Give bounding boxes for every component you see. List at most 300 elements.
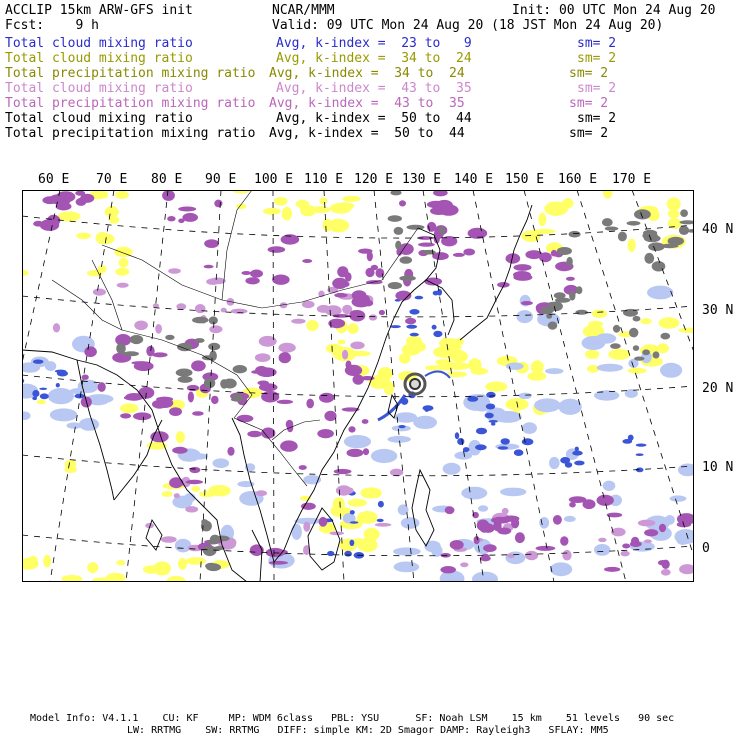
cloud-cell-mid <box>447 362 470 369</box>
cloud-cell-mid <box>311 206 330 213</box>
cloud-cell-top <box>644 253 654 264</box>
cloud-cell-low <box>522 438 534 445</box>
cloud-cell-upper <box>302 259 312 263</box>
cloud-cell-low <box>636 444 647 447</box>
cloud-cell-mid <box>659 317 680 328</box>
cloud-cell-top <box>634 357 644 361</box>
cloud-cell-mid <box>306 320 318 331</box>
cloud-cell-mid <box>668 210 680 219</box>
cloud-cell-low-faint <box>603 481 616 491</box>
cloud-cell-top <box>399 276 416 282</box>
cloud-cell-mid <box>105 206 119 218</box>
cloud-cell-low-faint <box>564 516 576 522</box>
cloud-cell-top <box>576 286 582 294</box>
cloud-cell-upper <box>169 477 183 488</box>
cloud-cell-upper <box>245 277 259 284</box>
cloud-cell-upper <box>362 300 373 306</box>
cloud-cell-upper <box>463 249 475 256</box>
cloud-cell-top <box>618 232 627 242</box>
lat-label-10n: 10 N <box>702 460 734 475</box>
cloud-cell-upper <box>268 246 286 253</box>
legend-row-6-name: Total cloud mixing ratio <box>5 111 193 126</box>
cloud-cell-upper <box>418 243 435 247</box>
cloud-cell-low-faint <box>393 547 421 555</box>
cloud-cell-upper <box>319 393 334 403</box>
legend-row-5-name: Total precipitation mixing ratio <box>5 96 256 111</box>
cloud-cell-low-faint <box>506 363 524 370</box>
cloud-cell-low-faint <box>582 336 606 350</box>
cloud-cell-mid <box>585 350 599 359</box>
cloud-cell-top <box>233 365 247 373</box>
cloud-cell-upper-faint <box>53 323 60 332</box>
cloud-cell-upper <box>348 426 355 432</box>
cloud-cell-low <box>455 432 459 439</box>
cloud-cell-upper-faint <box>598 538 606 542</box>
cloud-cell-mid <box>667 197 681 210</box>
cloud-cell-low-faint <box>344 435 371 448</box>
cloud-cell-upper <box>337 266 348 277</box>
cloud-cell-upper <box>511 518 519 529</box>
cloud-cell-upper <box>622 544 630 549</box>
cloud-cell-top <box>177 343 193 352</box>
cloud-cell-upper-faint <box>302 301 315 308</box>
cloud-cell-upper <box>82 375 89 380</box>
cloud-cell-low <box>327 551 334 556</box>
cloud-cell-low-faint <box>401 517 420 529</box>
cloud-cell-top <box>201 519 208 525</box>
lon-label-130e: 130 E <box>402 172 442 187</box>
cloud-cell-top <box>633 345 639 351</box>
cloud-cell-low-faint <box>539 517 549 529</box>
cloud-cell-top <box>176 369 193 377</box>
cloud-cell-upper-faint <box>155 324 162 334</box>
cloud-cell-mid <box>455 338 464 345</box>
cloud-cell-low-faint <box>594 544 610 556</box>
cloud-cell-upper <box>445 506 455 514</box>
cloud-cell-upper <box>658 560 668 565</box>
cloud-cell-low <box>410 333 419 337</box>
center-label: NCAR/MMM <box>272 3 335 18</box>
lon-label-170e: 170 E <box>612 172 652 187</box>
cloud-cell-mid <box>485 382 507 392</box>
cloud-cell-mid <box>119 258 129 268</box>
cloud-cell-upper <box>481 523 494 533</box>
legend-row-3-sm: sm= 2 <box>569 66 609 81</box>
cloud-cell-top <box>223 379 237 389</box>
lon-label-160e: 160 E <box>558 172 598 187</box>
cloud-cell-mid <box>115 191 129 199</box>
cloud-cell-upper <box>227 447 234 456</box>
cloud-cell-upper-faint <box>259 336 277 347</box>
cloud-cell-mid <box>627 239 635 252</box>
cloud-cell-mid <box>143 565 160 574</box>
legend-row-5-sm: sm= 2 <box>569 96 609 111</box>
cloud-cell-mid <box>176 431 185 443</box>
cloud-cell-upper <box>169 407 182 416</box>
cloud-cell-upper-faint <box>525 551 538 560</box>
cloud-cell-low-faint <box>558 399 581 415</box>
cloud-cell-low-faint <box>461 487 487 500</box>
cloud-cell-low-faint <box>597 364 623 372</box>
cloud-cell-top <box>661 333 671 340</box>
cloud-cell-mid <box>192 486 201 492</box>
cloud-cell-upper <box>120 413 131 418</box>
cloud-cell-upper <box>604 567 620 572</box>
cloud-cell-upper-faint <box>209 325 222 333</box>
cloud-cell-upper <box>247 431 262 437</box>
cloud-cell-upper-faint <box>336 485 352 495</box>
cloud-cell-low <box>636 453 644 456</box>
cloud-cell-low-faint <box>50 408 78 421</box>
cloud-cell-low-faint <box>647 286 673 300</box>
cloud-cell-upper <box>371 265 378 270</box>
cloud-cell-low <box>39 388 47 390</box>
cloud-cell-low-faint <box>291 524 302 540</box>
cloud-cell-top <box>548 322 558 330</box>
cloud-cell-top <box>439 226 445 234</box>
cloud-cell-upper <box>189 467 200 473</box>
cloud-cell-upper <box>98 382 106 392</box>
cloud-cell-top <box>208 343 220 351</box>
lon-label-110e: 110 E <box>304 172 344 187</box>
cloud-cell-low <box>390 325 401 328</box>
cloud-cell-upper <box>286 420 294 429</box>
cloud-cell-upper <box>453 253 465 257</box>
lat-label-40n: 40 N <box>702 222 734 237</box>
cloud-cell-upper <box>250 270 263 278</box>
cloud-cell-upper-faint <box>161 536 177 543</box>
cloud-cell-mid <box>399 353 411 363</box>
lon-label-100e: 100 E <box>254 172 294 187</box>
cloud-cell-mid <box>296 200 309 209</box>
cloud-cell-top <box>194 338 204 343</box>
map-panel <box>22 190 694 582</box>
cloud-cell-low <box>457 438 464 445</box>
cloud-cell-mid <box>120 403 139 413</box>
cloud-cell-upper <box>362 419 369 424</box>
cloud-cell-mid <box>471 368 488 375</box>
cloud-cell-mid <box>319 197 327 204</box>
cloud-cell-upper <box>569 496 587 503</box>
cloud-cell-upper <box>363 448 369 455</box>
cloud-cell-low <box>485 413 494 419</box>
cloud-cell-low-faint <box>516 310 533 323</box>
cloud-cell-upper <box>334 293 347 298</box>
cloud-cell-upper-faint <box>185 506 198 512</box>
cloud-cell-low-faint <box>454 451 472 459</box>
cloud-cell-upper <box>131 361 149 365</box>
cloud-cell-low <box>409 309 419 315</box>
cloud-cell-upper-faint <box>256 490 268 496</box>
cloud-cell-upper <box>566 277 575 281</box>
cloud-cell-low <box>378 501 384 508</box>
cloud-cell-upper <box>347 449 364 457</box>
legend-row-3-desc: Avg, k-index = 34 to 24 <box>269 66 465 81</box>
cloud-cell-low-faint <box>443 463 461 475</box>
cloud-cell-upper <box>379 310 385 315</box>
cloud-cell-low <box>475 444 487 450</box>
cloud-cell-upper <box>334 469 352 474</box>
cloud-cell-top <box>605 227 619 231</box>
cloud-cell-low <box>467 396 478 402</box>
cloud-cell-top <box>555 298 570 303</box>
model-info-line2: LW: RRTMG SW: RRTMG DIFF: simple KM: 2D Smagor DAMP: Rayleigh3 SFLAY: MM5 <box>127 725 609 736</box>
cloud-cell-top <box>540 307 553 315</box>
legend-row-4-sm: sm= 2 <box>577 81 617 96</box>
cloud-cell-upper <box>261 391 279 403</box>
cloud-cell-upper <box>186 480 203 484</box>
cloud-cell-upper <box>319 517 328 527</box>
cloud-cell-mid <box>533 229 555 234</box>
cloud-cell-low-faint <box>371 449 397 463</box>
cloud-cell-low <box>398 425 405 428</box>
cloud-cell-upper <box>167 216 175 221</box>
legend-row-2-sm: sm= 2 <box>577 51 617 66</box>
cloud-cell-low <box>377 519 384 522</box>
cloud-cell-upper <box>277 400 293 404</box>
cloud-cell-mid <box>65 460 77 469</box>
cloud-cell-upper <box>352 290 367 300</box>
cloud-cell-upper <box>152 352 167 357</box>
cloud-cell-upper-faint <box>390 469 403 477</box>
valid-time: Valid: 09 UTC Mon 24 Aug 20 (18 JST Mon 24 Aug 20) <box>272 18 664 33</box>
cloud-cell-upper-faint <box>562 550 571 561</box>
cloud-cell-low <box>433 331 442 337</box>
cloud-cell-top <box>679 226 689 235</box>
cloud-cell-upper <box>560 536 568 545</box>
cloud-cell-low-faint <box>545 368 563 374</box>
cloud-cell-top <box>395 241 401 250</box>
cloud-cell-low <box>33 360 44 364</box>
cloud-cell-low-faint <box>45 361 56 371</box>
cloud-cell-mid <box>162 491 173 497</box>
lon-label-120e: 120 E <box>354 172 394 187</box>
cloud-cell-upper <box>76 198 87 206</box>
cloud-cell-low-faint <box>394 562 420 573</box>
cloud-cell-upper-faint <box>661 569 671 576</box>
cloud-cell-upper-faint <box>638 520 656 527</box>
cloud-cell-upper-faint <box>134 321 148 331</box>
legend-row-1-name: Total cloud mixing ratio <box>5 36 193 51</box>
cloud-cell-upper <box>659 524 666 532</box>
cloud-cell-upper <box>172 447 187 454</box>
cloud-cell-low-faint <box>549 457 560 469</box>
cloud-cell-low <box>565 462 572 468</box>
cloud-cell-mid <box>640 318 651 324</box>
cloud-cell-low-faint <box>175 539 192 553</box>
cloud-cell-upper <box>513 274 532 281</box>
cloud-cell-mid <box>366 540 377 550</box>
cloud-cell-top <box>407 225 425 230</box>
cloud-cell-top <box>633 316 641 322</box>
cloud-cell-top <box>613 325 620 333</box>
cloud-cell-upper <box>40 219 59 231</box>
cloud-cell-mid <box>282 207 292 221</box>
cloud-cell-mid <box>109 216 119 224</box>
cloud-cell-mid <box>115 268 129 276</box>
cloud-cell-upper <box>515 532 525 543</box>
lon-label-60e: 60 E <box>38 172 70 187</box>
cloud-cell-upper <box>399 200 406 206</box>
cloud-cell-upper-faint <box>278 343 295 353</box>
cloud-cell-low-faint <box>519 393 532 399</box>
cloud-cell-low-faint <box>79 418 99 431</box>
lon-label-150e: 150 E <box>505 172 545 187</box>
cloud-cell-upper-faint <box>117 283 129 288</box>
cloud-cell-low <box>501 438 510 444</box>
cloud-cell-low-faint <box>53 392 64 401</box>
cloud-cell-mid <box>608 349 630 360</box>
cloud-cell-upper <box>269 561 289 565</box>
cloud-cell-mid <box>440 338 450 352</box>
legend-row-6-sm: sm= 2 <box>577 111 617 126</box>
cloud-cell-top <box>557 247 572 255</box>
cloud-cell-top <box>394 227 404 235</box>
legend-row-1-sm: sm= 2 <box>577 36 617 51</box>
cloud-cell-top <box>209 316 218 324</box>
cloud-cell-upper-faint <box>460 562 468 567</box>
cloud-cell-top <box>575 310 587 315</box>
cloud-cell-low-faint <box>424 541 440 553</box>
cloud-cell-upper <box>483 544 497 552</box>
legend-row-2-name: Total cloud mixing ratio <box>5 51 193 66</box>
cloud-cell-upper <box>182 213 198 222</box>
cloud-cell-low <box>437 289 442 296</box>
cloud-cell-mid <box>544 202 568 216</box>
cloud-cell-upper-faint <box>303 522 310 532</box>
cloud-cell-low <box>56 383 60 387</box>
cloud-cell-upper <box>204 265 214 269</box>
lon-label-140e: 140 E <box>454 172 494 187</box>
cloud-cell-top <box>610 343 621 349</box>
legend-row-2-desc: Avg, k-index = 34 to 24 <box>276 51 472 66</box>
cloud-cell-mid <box>116 560 125 566</box>
cloud-cell-mid <box>538 213 546 227</box>
cloud-cell-low <box>489 420 498 423</box>
cloud-cell-low <box>572 451 582 456</box>
cloud-cell-upper <box>279 352 291 363</box>
cloud-cell-upper-faint <box>644 539 652 543</box>
cloud-cell-mid <box>208 485 231 496</box>
cloud-cell-low <box>432 325 437 330</box>
cloud-cell-upper <box>405 318 416 325</box>
cloud-cell-upper <box>191 360 206 371</box>
cloud-cell-mid <box>531 360 544 374</box>
cloud-cell-upper <box>280 440 298 451</box>
cloud-cell-low-faint <box>388 436 411 443</box>
cloud-cell-top <box>210 535 220 545</box>
cloud-cell-upper-faint <box>621 551 630 557</box>
cloud-cell-upper <box>480 555 491 561</box>
cloud-cell-mid <box>342 196 360 202</box>
legend-row-7-sm: sm= 2 <box>569 126 609 141</box>
cloud-cell-top <box>388 215 402 222</box>
cloud-cell-upper <box>84 346 97 357</box>
cloud-cell-top <box>627 221 641 226</box>
cloud-cell-mid <box>592 310 608 318</box>
cloud-cell-upper <box>42 196 57 204</box>
cloud-cell-low-faint <box>522 422 537 434</box>
forecast-map <box>22 190 694 582</box>
cloud-cell-upper <box>75 191 85 196</box>
cloud-cell-low <box>350 540 355 546</box>
cloud-cell-mid <box>186 557 206 565</box>
legend-row-7-name: Total precipitation mixing ratio <box>5 126 256 141</box>
cloud-cell-mid <box>347 323 358 334</box>
cloud-cell-upper-faint <box>209 278 226 285</box>
cloud-cell-upper-faint <box>291 319 305 324</box>
cloud-cell-upper-faint <box>350 342 364 350</box>
cloud-cell-low-faint <box>478 505 488 511</box>
cloud-cell-low <box>574 461 584 466</box>
cloud-cell-top <box>204 378 215 389</box>
cloud-cell-mid <box>37 400 46 405</box>
cloud-cell-upper <box>350 310 360 319</box>
plot-title: ACCLIP 15km ARW-GFS init <box>5 3 193 18</box>
cloud-cell-top <box>629 328 638 338</box>
cloud-cell-top <box>233 393 243 400</box>
cloud-cell-upper <box>597 495 614 506</box>
cloud-cell-upper <box>241 271 251 275</box>
cloud-cell-low-faint <box>505 552 525 565</box>
cloud-cell-upper-faint <box>502 508 509 514</box>
cloud-cell-upper <box>214 200 222 208</box>
cloud-cell-upper <box>521 301 533 305</box>
cloud-cell-low <box>32 390 39 397</box>
cloud-cell-upper <box>631 537 639 546</box>
cloud-cell-upper <box>257 381 269 386</box>
cloud-cell-upper <box>536 546 556 551</box>
cloud-cell-low <box>514 449 524 456</box>
cloud-cell-low <box>344 551 352 557</box>
cloud-cell-mid <box>87 562 98 573</box>
cloud-cell-top <box>203 546 217 557</box>
cloud-cell-upper-faint <box>342 350 348 360</box>
cloud-cell-low <box>498 446 509 449</box>
cloud-cell-upper-faint <box>93 289 106 296</box>
cloud-cell-mid <box>327 219 349 233</box>
cloud-cell-low <box>350 521 359 523</box>
cloud-cell-upper <box>332 278 347 289</box>
cloud-cell-upper <box>439 204 459 215</box>
model-info-line1: Model Info: V4.1.1 CU: KF MP: WDM 6class PBL: YSU SF: Noah LSM 15 km 51 levels 90 sec <box>30 713 675 724</box>
legend-row-5-desc: Avg, k-index = 43 to 35 <box>269 96 465 111</box>
cloud-cell-upper <box>644 529 658 536</box>
cloud-cell-mid <box>335 202 354 209</box>
cloud-cell-mid <box>178 558 187 570</box>
lon-label-90e: 90 E <box>205 172 237 187</box>
cloud-cell-upper <box>324 411 336 421</box>
cloud-cell-low-faint <box>534 398 561 412</box>
cloud-cell-top <box>569 291 575 301</box>
cloud-cell-upper <box>237 415 254 422</box>
lon-label-80e: 80 E <box>151 172 183 187</box>
cloud-cell-mid <box>628 368 647 374</box>
cloud-cell-upper <box>440 566 456 573</box>
cloud-cell-upper <box>353 375 364 385</box>
cloud-cell-top <box>653 351 660 358</box>
cloud-cell-top <box>680 209 688 217</box>
cloud-cell-top <box>165 335 174 340</box>
cloud-cell-upper <box>299 465 307 470</box>
cloud-cell-top <box>178 376 193 383</box>
cloud-cell-top <box>400 256 413 263</box>
cloud-cell-mid <box>338 340 346 345</box>
cloud-cell-upper-faint <box>369 314 377 320</box>
cloud-cell-upper <box>178 207 196 212</box>
cloud-cell-low <box>628 435 634 441</box>
cloud-cell-mid <box>43 555 51 568</box>
